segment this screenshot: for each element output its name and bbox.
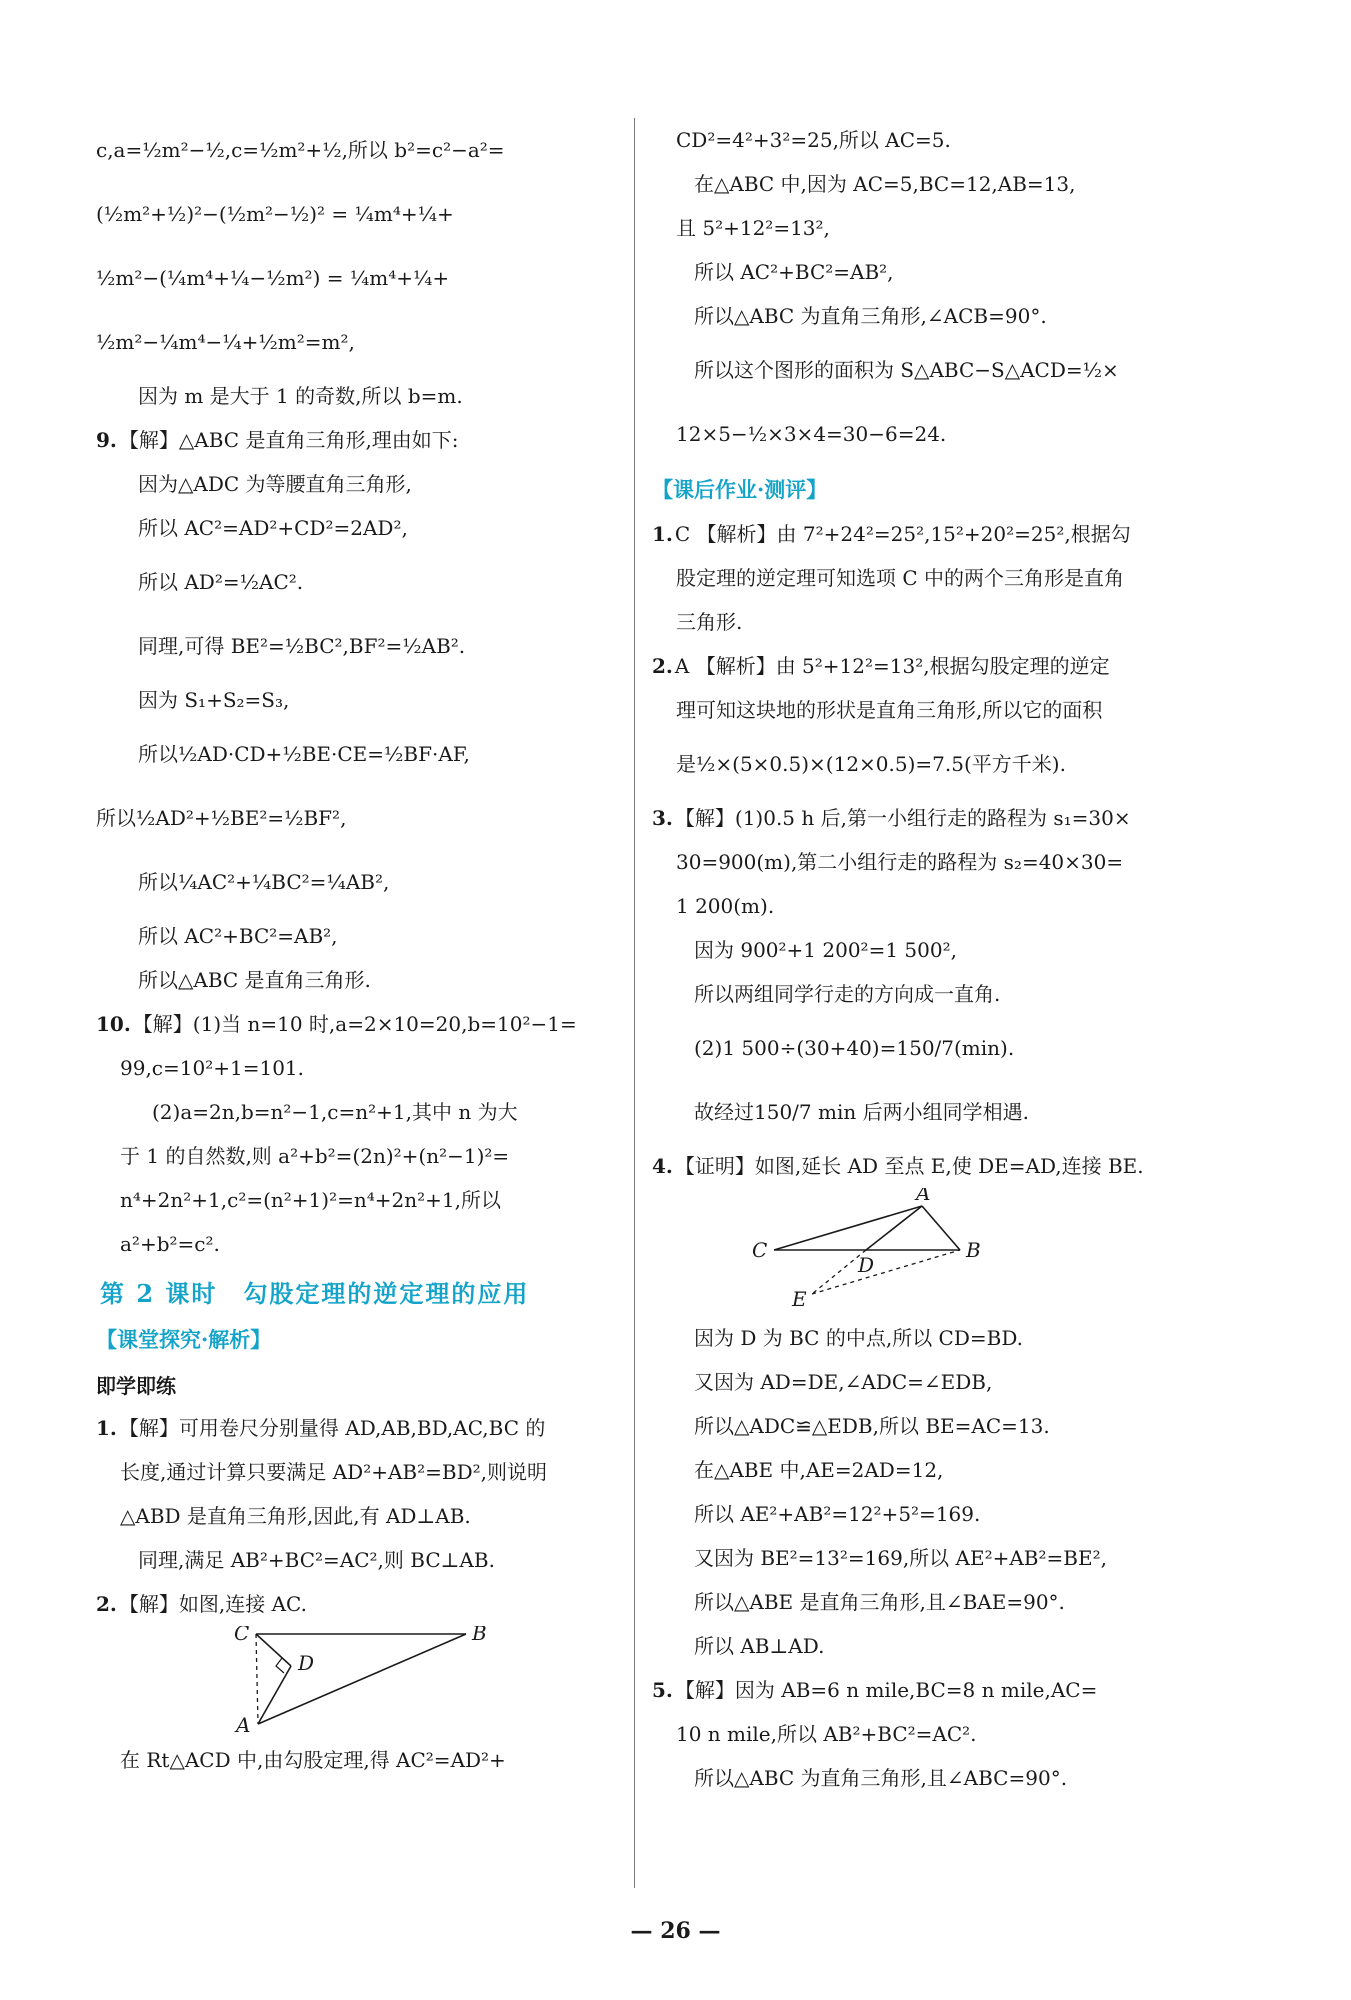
text-line: 因为 S₁+S₂=S₃, [138, 688, 290, 712]
text-line: 所以△ADC≌△EDB,所以 BE=AC=13. [694, 1414, 1050, 1438]
question-number: 4. [652, 1154, 673, 1178]
text-line: 【解】(1)0.5 h 后,第一小组行走的路程为 s₁=30× [674, 806, 1131, 830]
text-line: 所以△ABC 为直角三角形,且∠ABC=90°. [694, 1766, 1068, 1790]
text-line: 在△ABE 中,AE=2AD=12, [694, 1458, 944, 1482]
segment-ab [922, 1206, 960, 1250]
text-line: 【解】(1)当 n=10 时,a=2×10=20,b=10²−1= [132, 1012, 577, 1036]
question-number: 1. [652, 522, 673, 546]
text-line: 同理,满足 AB²+BC²=AC²,则 BC⊥AB. [138, 1548, 495, 1572]
text-line: 【解】可用卷尺分别量得 AD,AB,BD,AC,BC 的 [118, 1416, 546, 1440]
question-9-heading [96, 418, 616, 462]
text-line: 理可知这块地的形状是直角三角形,所以它的面积 [676, 698, 1103, 722]
text-line: 长度,通过计算只要满足 AD²+AB²=BD²,则说明 [120, 1460, 547, 1484]
text-line: 所以△ABC 是直角三角形. [138, 968, 371, 992]
text-line: 是½×(5×0.5)×(12×0.5)=7.5(平方千米). [676, 752, 1066, 776]
figure-triangle-extension [652, 1188, 1212, 1312]
question-number: 10. [96, 1012, 131, 1036]
question-number: 1. [96, 1416, 117, 1440]
page-number: — 26 — [630, 1918, 721, 1944]
text-line: A 【解析】由 5²+12²=13²,根据勾股定理的逆定 [674, 654, 1110, 678]
text-line: 所以½AD·CD+½BE·CE=½BF·AF, [138, 742, 470, 766]
text-line: a²+b²=c². [120, 1232, 220, 1256]
homework-3-heading [652, 796, 1212, 840]
label-b: B [966, 1238, 981, 1262]
homework-5-heading [652, 1668, 1212, 1712]
text-line: 股定理的逆定理可知选项 C 中的两个三角形是直角 [676, 566, 1125, 590]
right-column [652, 118, 1212, 1800]
homework-2-heading [652, 644, 1212, 688]
text-line: 30=900(m),第二小组行走的路程为 s₂=40×30= [676, 850, 1124, 874]
segment-ad [866, 1206, 922, 1250]
question-1-heading [96, 1406, 616, 1450]
question-number: 5. [652, 1678, 673, 1702]
text-line: 在△ABC 中,因为 AC=5,BC=12,AB=13, [694, 172, 1076, 196]
homework-4-heading [652, 1144, 1212, 1188]
text-line: 【解】△ABC 是直角三角形,理由如下: [118, 428, 459, 452]
segment-ca [774, 1206, 922, 1250]
label-b: B [472, 1626, 487, 1645]
text-line: 所以 AE²+AB²=12²+5²=169. [694, 1502, 981, 1526]
text-line: 于 1 的自然数,则 a²+b²=(2n)²+(n²−1)²= [120, 1144, 510, 1168]
lesson-title: 第 2 课时 勾股定理的逆定理的应用 [100, 1278, 530, 1308]
text-line: 所以△ABE 是直角三角形,且∠BAE=90°. [694, 1590, 1065, 1614]
text-line: 又因为 BE²=13²=169,所以 AE²+AB²=BE², [694, 1546, 1107, 1570]
segment-ca-dashed [256, 1634, 258, 1724]
question-2-heading [96, 1582, 616, 1626]
homework-section-label: 【课后作业·测评】 [652, 477, 828, 502]
text-line: (2)1 500÷(30+40)=150/7(min). [694, 1036, 1015, 1060]
text-line: c,a=½m²−½,c=½m²+½,所以 b²=c²−a²= [96, 138, 505, 162]
text-line: 所以 AC²+BC²=AB², [694, 260, 894, 284]
text-line: 【解】如图,连接 AC. [118, 1592, 307, 1616]
practice-subheading: 即学即练 [96, 1373, 176, 1398]
label-a: A [236, 1713, 251, 1734]
segment-ab [258, 1634, 466, 1724]
text-line: C 【解析】由 7²+24²=25²,15²+20²=25²,根据勾 [674, 522, 1131, 546]
text-line: 所以 AC²+BC²=AB², [138, 924, 338, 948]
column-divider [634, 118, 635, 1888]
question-number: 2. [96, 1592, 117, 1616]
text-line: 所以½AD²+½BE²=½BF², [96, 806, 347, 830]
text-line: 故经过150/7 min 后两小组同学相遇. [694, 1100, 1029, 1124]
label-e: E [792, 1287, 807, 1311]
text-line: ½m²−¼m⁴−¼+½m²=m², [96, 330, 355, 354]
question-number: 3. [652, 806, 673, 830]
text-line: (2)a=2n,b=n²−1,c=n²+1,其中 n 为大 [152, 1100, 518, 1124]
text-line: 所以两组同学行走的方向成一直角. [694, 982, 1001, 1006]
text-line: 因为△ADC 为等腰直角三角形, [138, 472, 412, 496]
text-line: 因为 D 为 BC 的中点,所以 CD=BD. [694, 1326, 1024, 1350]
class-section-label: 【课堂探究·解析】 [96, 1327, 272, 1352]
text-line: 所以 AB⊥AD. [694, 1634, 825, 1658]
text-line: 因为 m 是大于 1 的奇数,所以 b=m. [138, 384, 463, 408]
right-angle-mark [276, 1658, 284, 1673]
text-line: 1 200(m). [676, 894, 775, 918]
question-number: 2. [652, 654, 673, 678]
text-line: 所以 AD²=½AC². [138, 570, 304, 594]
text-line: CD²=4²+3²=25,所以 AC=5. [676, 128, 951, 152]
left-column [96, 118, 616, 1782]
label-d: D [858, 1253, 875, 1277]
text-line: ½m²−(¼m⁴+¼−½m²) = ¼m⁴+¼+ [96, 266, 450, 290]
label-d: D [298, 1651, 315, 1675]
text-line: 三角形. [676, 610, 743, 634]
label-a: A [916, 1188, 931, 1205]
text-line: 12×5−½×3×4=30−6=24. [676, 422, 947, 446]
text-line: 【解】因为 AB=6 n mile,BC=8 n mile,AC= [674, 1678, 1098, 1702]
question-number: 9. [96, 428, 117, 452]
label-c: C [234, 1626, 250, 1645]
segment-da [258, 1666, 291, 1724]
text-line: 【证明】如图,延长 AD 至点 E,使 DE=AD,连接 BE. [674, 1154, 1144, 1178]
text-line: 10 n mile,所以 AB²+BC²=AC². [676, 1722, 977, 1746]
text-line: n⁴+2n²+1,c²=(n²+1)²=n⁴+2n²+1,所以 [120, 1188, 501, 1212]
segment-cd [256, 1634, 291, 1666]
text-line: 99,c=10²+1=101. [120, 1056, 305, 1080]
segment-eb-dashed [812, 1250, 960, 1294]
text-line: △ABD 是直角三角形,因此,有 AD⊥AB. [120, 1504, 471, 1528]
text-line: 所以 AC²=AD²+CD²=2AD², [138, 516, 408, 540]
text-line: 且 5²+12²=13², [676, 216, 830, 240]
question-10-heading [96, 1002, 616, 1046]
text-line: 在 Rt△ACD 中,由勾股定理,得 AC²=AD²+ [120, 1748, 506, 1772]
text-line: 又因为 AD=DE,∠ADC=∠EDB, [694, 1370, 993, 1394]
text-line: 所以这个图形的面积为 S△ABC−S△ACD=½× [694, 358, 1119, 382]
text-line: 所以¼AC²+¼BC²=¼AB², [138, 870, 390, 894]
figure-quadrilateral [96, 1626, 616, 1734]
text-line: 因为 900²+1 200²=1 500², [694, 938, 957, 962]
text-line: (½m²+½)²−(½m²−½)² = ¼m⁴+¼+ [96, 202, 454, 226]
text-line: 所以△ABC 为直角三角形,∠ACB=90°. [694, 304, 1047, 328]
homework-1-heading [652, 512, 1212, 556]
text-line: 同理,可得 BE²=½BC²,BF²=½AB². [138, 634, 466, 658]
label-c: C [752, 1238, 768, 1262]
